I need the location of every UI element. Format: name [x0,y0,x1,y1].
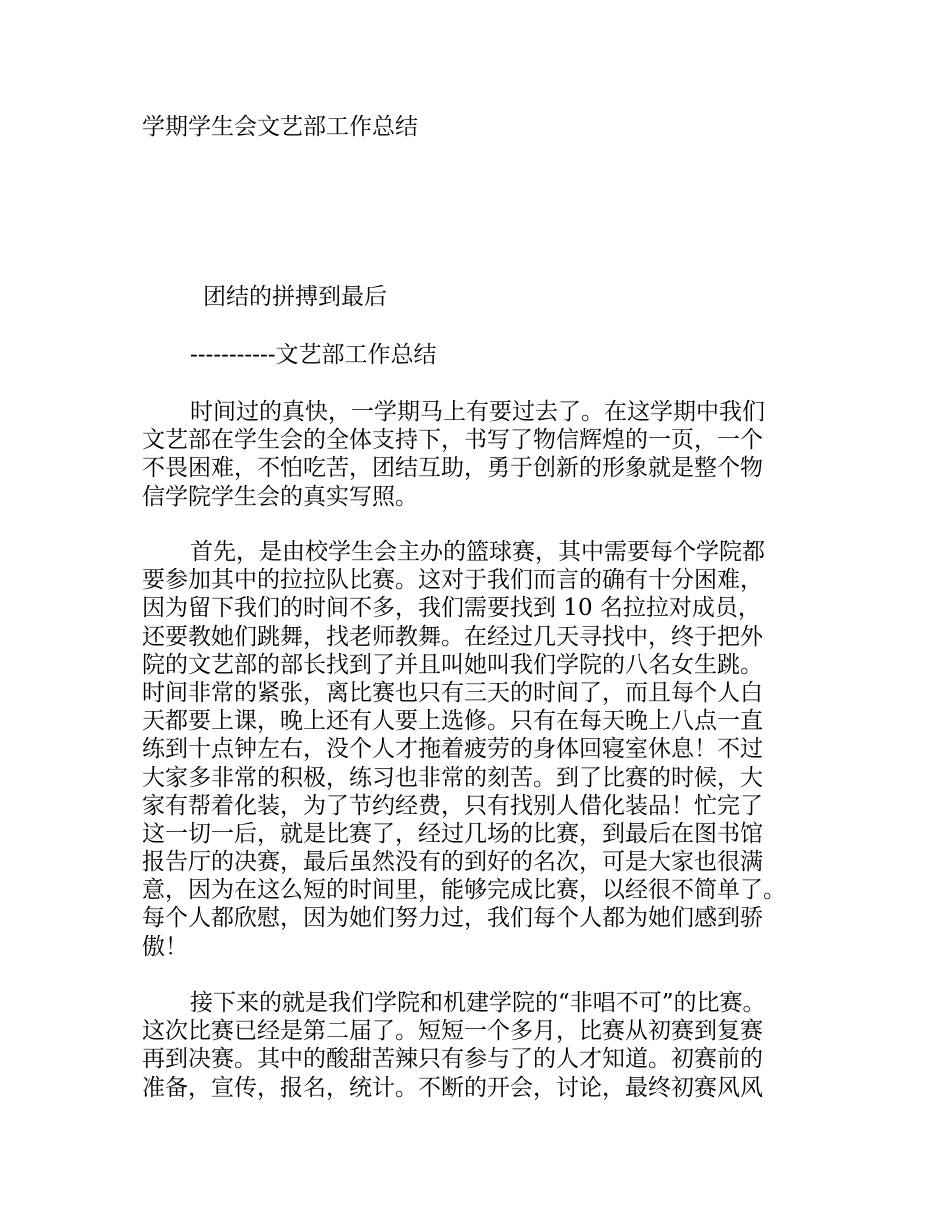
paragraph-line: 首先，是由校学生会主办的篮球赛，其中需要每个学院都 [190,539,765,565]
paragraph-line: 要参加其中的拉拉队比赛。这对于我们而言的确有十分困难， [142,567,763,594]
document-title: 学期学生会文艺部工作总结 [142,114,418,140]
paragraph-line: 不畏困难，不怕吃苦，团结互助，勇于创新的形象就是整个物 [142,455,763,482]
paragraph-line: 大家多非常的积极，练习也非常的刻苦。到了比赛的时候，大 [142,764,763,791]
paragraph-line: 时间过的真快，一学期马上有要过去了。在这学期中我们 [190,399,765,425]
paragraph-line: 每个人都欣慰，因为她们努力过，我们每个人都为她们感到骄 [142,905,763,932]
paragraph-line: 天都要上课，晚上还有人要上选修。只有在每天晚上八点一直 [142,708,763,735]
paragraph-line: 信学院学生会的真实写照。 [142,483,418,510]
paragraph-line: 傲！ [142,933,188,960]
paragraph-line: 这一切一后，就是比赛了，经过几场的比赛，到最后在图书馆 [142,820,763,847]
paragraph-line: 家有帮着化装，为了节约经费，只有找别人借化装品！忙完了 [142,792,763,819]
paragraph-line: 时间非常的紧张，离比赛也只有三天的时间了，而且每个人白 [142,679,763,706]
paragraph-line: 再到决赛。其中的酸甜苦辣只有参与了的人才知道。初赛前的 [142,1046,763,1073]
paragraph-line: 练到十点钟左右，没个人才拖着疲劳的身体回寝室休息！不过 [142,736,763,763]
paragraph-line: 还要教她们跳舞，找老师教舞。在经过几天寻找中，终于把外 [142,623,763,650]
paragraph-line: 意，因为在这么短的时间里，能够完成比赛，以经很不简单了。 [142,877,786,904]
paragraph-singing-contest [142,989,842,1102]
paragraph-line: 文艺部在学生会的全体支持下，书写了物信辉煌的一页，一个 [142,427,763,454]
section-heading: 团结的拼搏到最后 [203,284,387,310]
section-subheading: -----------文艺部工作总结 [190,342,437,368]
paragraph-line: 院的文艺部的部长找到了并且叫她叫我们学院的八名女生跳。 [142,651,763,678]
paragraph-line: 这次比赛已经是第二届了。短短一个多月，比赛从初赛到复赛 [142,1018,763,1045]
paragraph-line: 因为留下我们的时间不多，我们需要找到 10 名拉拉对成员， [142,595,761,622]
paragraph-intro [142,398,842,511]
paragraph-line: 报告厅的决赛，最后虽然没有的到好的名次，可是大家也很满 [142,849,763,876]
paragraph-basketball [142,538,842,961]
paragraph-line: 准备，宣传，报名，统计。不断的开会，讨论，最终初赛风风 [142,1074,763,1101]
paragraph-line: 接下来的就是我们学院和机建学院的“非唱不可”的比赛。 [190,990,766,1016]
